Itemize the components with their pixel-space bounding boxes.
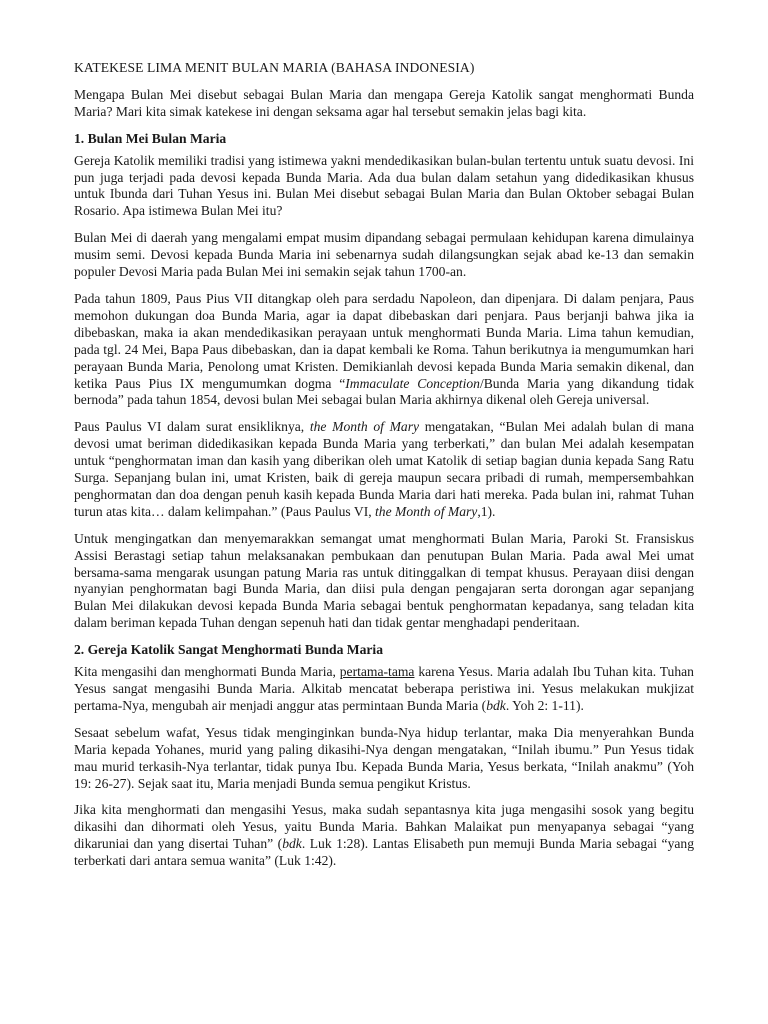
section1-paragraph-3	[74, 291, 694, 409]
text-run: Pada tahun 1809, Paus Pius VII ditangkap oleh para serdadu Napoleon, dan dipenjara. Di dalam penjara, Paus memohon dukungan doa Bunda Maria, agar ia dapat dibebaskan dari penjara. Paus berjanji bahwa jika ia dibebaskan, maka ia akan mendedikasikan perayaan untuk menghormati Bunda Maria. Lima tahun kemudian, pada tgl. 24 Mei, Bapa Paus dibebaskan, dan ia dapat kembali ke Roma. Tahun berikutnya ia mengumumkan hari perayaan Bunda Maria, Penolong umat Kristen. Demikianlah devosi kepada Bunda Maria semakin dikenal, dan ketika Paus Pius IX mengumumkan dogma “	[74, 290, 694, 391]
italic-title: the Month of Mary	[375, 503, 478, 519]
section2-paragraph-2: Sesaat sebelum wafat, Yesus tidak menginginkan bunda-Nya hidup terlantar, maka Dia menyerahkan Bunda Maria kepada Yohanes, murid yang paling dikasihi-Nya dengan mengatakan, “Inilah ibumu.” Pun Yesus tidak mau murid terkasih-Nya terlantar, tidak punya Ibu. Kepada Bunda Maria, Yesus berkata, “Inilah anakmu” (Yoh 19: 26-27). Sejak saat itu, Maria menjadi Bunda semua pengikut Kristus.	[74, 724, 694, 791]
text-run: karena Yesus. Maria adalah Ibu Tuhan kita. Tuhan Yesus sangat mengasihi Bunda Maria. Alkitab mencatat beberapa peristiwa ini. Yesus melakukan mukjizat pertama-Nya, mengubah air menjadi anggur atas permintaan Bunda Maria (	[74, 664, 694, 713]
text-run: Jika kita menghormati dan mengasihi Yesus, maka sudah sepantasnya kita juga mengasihi sosok yang begitu dikasihi dan dihormati oleh Yesus, yaitu Bunda Maria. Bahkan Malaikat pun menyapanya sebagai “yang dikaruniai dan yang disertai Tuhan” (	[74, 802, 694, 852]
section1-heading: 1. Bulan Mei Bulan Maria	[74, 130, 227, 146]
section2-heading: 2. Gereja Katolik Sangat Menghormati Bunda Maria	[74, 642, 383, 658]
section1-paragraph-5: Untuk mengingatkan dan menyemarakkan semangat umat menghormati Bulan Maria, Paroki St. Fransiskus Assisi Berastagi setiap tahun melaksanakan pembukaan dan penutupan Bulan Maria. Pada awal Mei umat bersama-sama mengarak usungan patung Maria ras untuk ditinggalkan di tempat khusus. Perayaan diisi dengan nyanyian penghormatan bagi Bunda Maria, dan diisi pula dengan pengajaran serta dorongan agar sepanjang Bulan Mei dilakukan devosi kepada Bunda Maria sebagai bentuk penghormatan kepadanya, sang teladan kita dalam beriman kepada Tuhan dengan sepenuh hati dan tidak gentar menghadapi penderitaan.	[74, 530, 694, 631]
text-run: mengatakan, “Bulan Mei adalah bulan di mana devosi umat beriman didedikasikan kepada Bunda Maria yang terberkati,” dan bulan Mei adalah kesempatan untuk “penghormatan iman dan kasih yang diberikan oleh umat Katolik di setiap bagian dunia kepada Sang Ratu Surga. Sepanjang bulan ini, umat Kristen, baik di gereja maupun secara pribadi di rumah, mempersembahkan penghormatan dan doa dengan penuh kasih kepada Bunda Maria dari hati mereka. Pada bulan ini, rahmat Tuhan turun atas kita… dalam kelimpahan.” (Paus Paulus VI,	[74, 419, 695, 519]
italic-abbrev: bdk	[282, 836, 302, 852]
text-run: . Luk 1:28). Lantas Elisabeth pun memuji Bunda Maria sebagai “yang terberkati dari antara semua wanita” (Luk 1:42).	[74, 836, 694, 869]
document-title: KATEKESE LIMA MENIT BULAN MARIA (BAHASA INDONESIA)	[74, 60, 475, 75]
italic-abbrev: bdk	[486, 697, 506, 713]
text-run: ,1).	[477, 503, 496, 519]
section1-paragraph-2: Bulan Mei di daerah yang mengalami empat musim dipandang sebagai permulaan kehidupan karena dimulainya musim semi. Devosi kepada Bunda Maria ini sebenarnya sudah dilangsungkan sejak abad ke-13 dan semakin populer Devosi Maria pada Bulan Mei ini semakin sejak tahun 1700-an.	[74, 230, 694, 280]
text-run: Kita mengasihi dan menghormati Bunda Maria,	[74, 664, 340, 680]
section1-paragraph-1: Gereja Katolik memiliki tradisi yang istimewa yakni mendedikasikan bulan-bulan tertentu untuk suatu devosi. Ini pun juga terjadi pada devosi kepada Bunda Maria. Ada dua bulan dalam setahun yang didedikasikan khusus untuk Ibunda dari Tuhan Yesus ini. Bulan Mei disebut sebagai Bulan Maria dan Bulan Oktober sebagai Bulan Rosario. Apa istimewa Bulan Mei itu?	[74, 152, 694, 219]
section2-paragraph-1	[74, 664, 694, 715]
section1-paragraph-4	[74, 419, 694, 520]
underlined-term: pertama-tama	[339, 664, 415, 680]
text-run: Paus Paulus VI dalam surat ensikliknya,	[74, 419, 310, 435]
intro-paragraph: Mengapa Bulan Mei disebut sebagai Bulan Maria dan mengapa Gereja Katolik sangat menghormati Bunda Maria? Mari kita simak katekese ini dengan seksama agar hal tersebut semakin jelas bagi kita.	[74, 86, 694, 119]
text-run: /Bunda Maria yang dikandung tidak bernoda” pada tahun 1854, devosi bulan Mei sebagai bulan Maria akhirnya dikenal oleh Gereja universal.	[74, 375, 694, 408]
italic-title: the Month of Mary	[309, 419, 420, 435]
section2-paragraph-3	[74, 802, 694, 870]
italic-term: Immaculate Conception	[345, 375, 480, 391]
document-page	[74, 60, 694, 880]
text-run: . Yoh 2: 1-11).	[505, 697, 584, 713]
